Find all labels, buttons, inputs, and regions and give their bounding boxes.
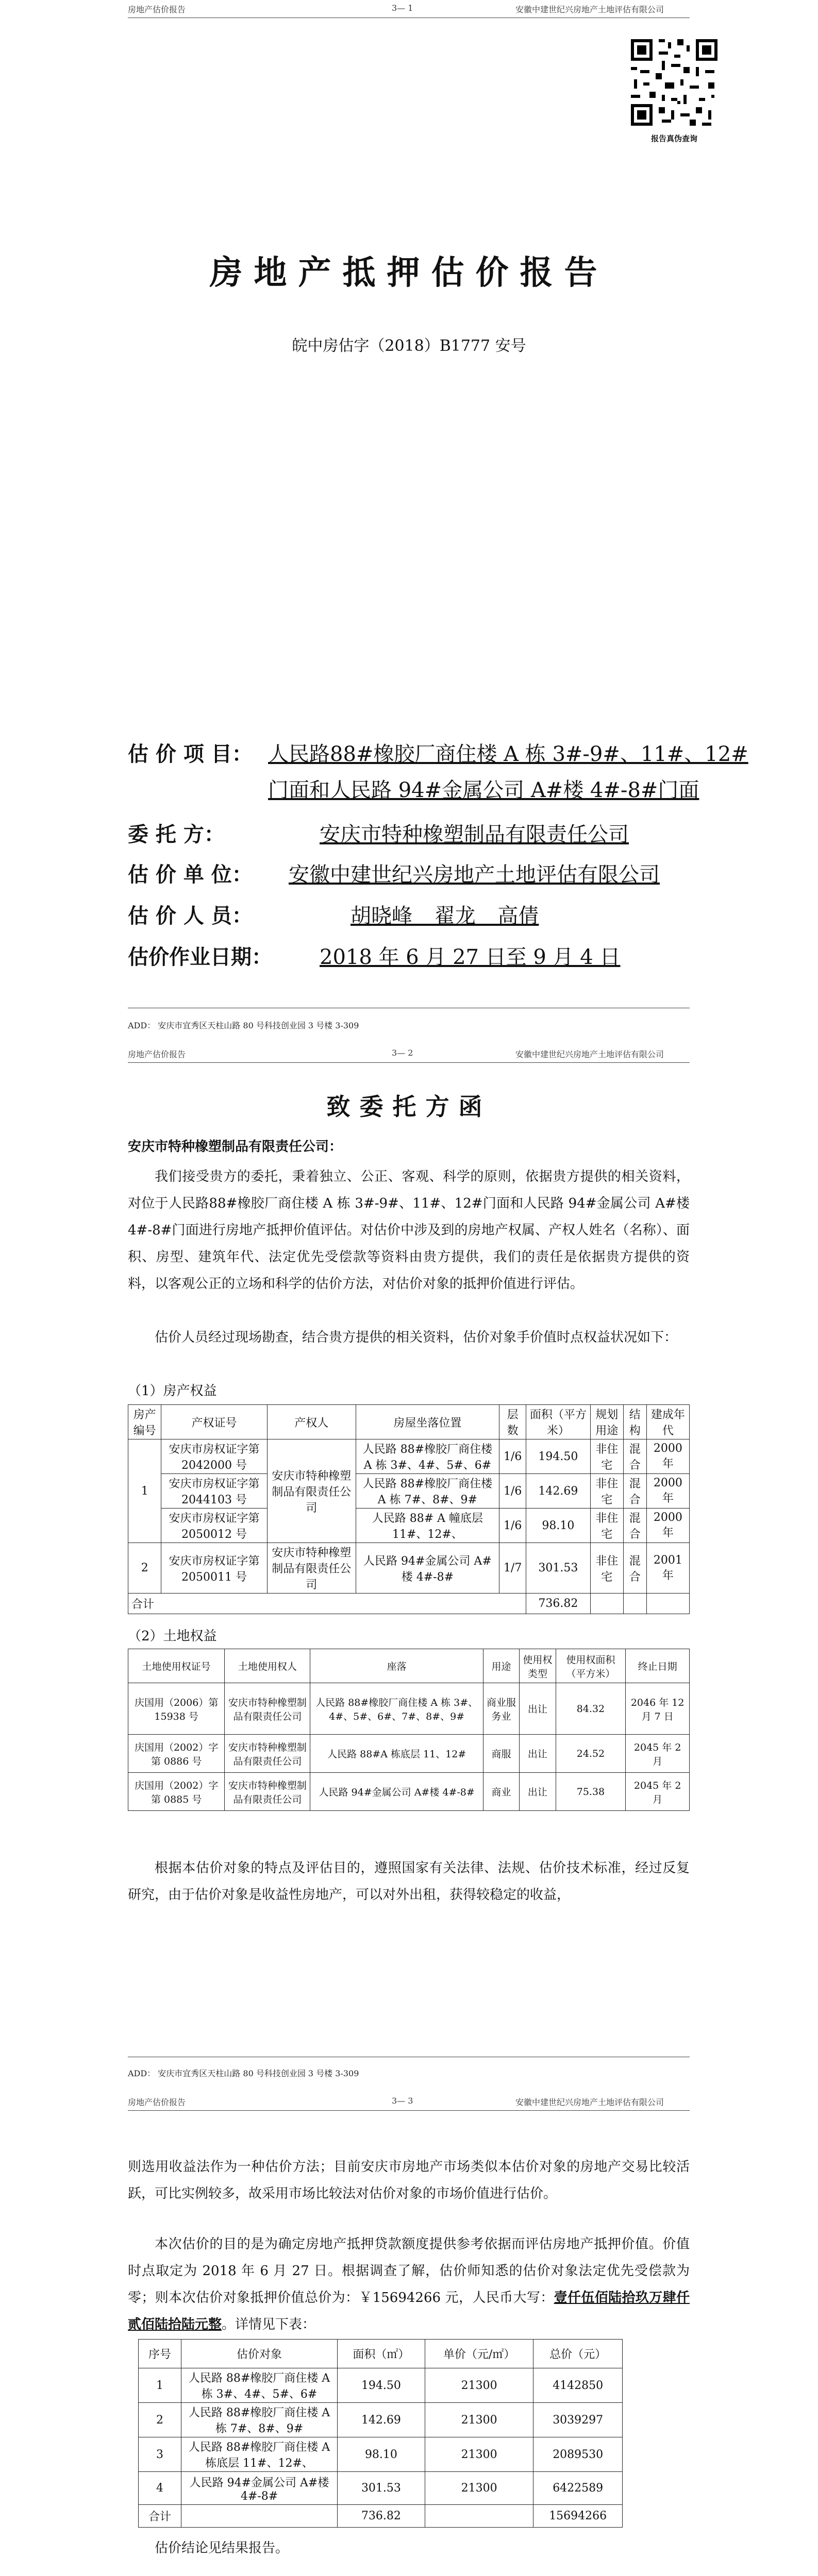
table-cell: 142.69 [526,1474,590,1509]
table-cell: 人民路 88#A 栋底层 11、12# [310,1735,483,1773]
table-total-row [128,1594,690,1614]
table-cell: 2000 年 [646,1474,689,1509]
col-header: 建成年代 [646,1405,689,1439]
col-header: 使用权类型 [520,1649,556,1683]
col-header: 面积（平方米） [526,1405,590,1439]
qr-caption: 报告真伪查询 [650,134,697,143]
header-rule [128,2110,690,2111]
report-number: 皖中房估字（2018）B1777 安号 [292,337,526,355]
table-cell: 194.50 [338,2368,425,2403]
table-cell: 2046 年 12 月 7 日 [626,1683,690,1735]
table-cell: 301.53 [338,2472,425,2505]
table-cell: 非住宅 [590,1474,623,1509]
section-land-rights: （2）土地权益 [128,1629,217,1644]
col-header: 房屋坐落位置 [356,1405,499,1439]
table-cell: 3039297 [533,2403,623,2437]
footer-address: ADD： 安庆市宜秀区天柱山路 80 号科技创业园 3 号楼 3-309 [128,1021,359,1030]
table-row [139,2437,623,2472]
col-header: 终止日期 [626,1649,690,1683]
footer-address: ADD： 安庆市宜秀区天柱山路 80 号科技创业园 3 号楼 3-309 [128,2069,359,2078]
property-rights-table [128,1404,690,1614]
table-row [139,2403,623,2437]
table-cell: 2 [139,2403,181,2437]
table-cell: 出让 [520,1683,556,1735]
header-left: 房地产估价报告 [128,1049,186,1059]
table-cell: 人民路 94#金属公司 A#楼 4#-8# [356,1543,499,1594]
table-cell: 21300 [425,2403,533,2437]
table-cell: 安庆市特种橡塑制品有限责任公司 [267,1543,356,1594]
valuation-table [138,2339,623,2528]
table-cell: 安庆市房权证字第 2044103 号 [161,1474,267,1509]
table-cell: 人民路 88#橡胶厂商住楼 A 栋底层 11#、12#、 [181,2437,338,2472]
work-date-value: 2018 年 6 月 27 日至 9 月 4 日 [320,945,621,969]
header-page-number: 3— 1 [392,3,413,13]
col-header: 用途 [483,1649,519,1683]
letter-paragraph-2: 估价人员经过现场勘查，结合贵方提供的相关资料，估价对象手价值时点权益状况如下： [155,1330,678,1345]
col-header: 产权证号 [161,1405,267,1439]
table-cell: 2045 年 2 月 [626,1773,690,1811]
letter-paragraph-1: 我们接受贵方的委托，秉着独立、公正、客观、科学的原则，依据贵方提供的相关资料，对位于人民路88#橡胶厂商住楼 A 栋 3#-9#、11#、12#门面和人民路 94#金属公司 A#楼 4#-8#门面进行房地产抵押价值评估。对估价中涉及到的房地产权属、产权人姓名（名称）、面积、房型、建筑年代、法定优先受偿款等资料由贵方提供，我们的责任是依据贵方提供的资料，以客观公正的立场和科学的估价方法，对估价对象的抵押价值进行评估。 [128,1169,690,1292]
table-cell: 安庆市房权证字第 2042000 号 [161,1439,267,1474]
table-cell: 人民路 88#橡胶厂商住楼 A 栋 3#、4#、5#、6#、7#、8#、9# [310,1683,483,1735]
table-cell: 75.38 [556,1773,626,1811]
header-right: 安徽中建世纪兴房地产土地评估有限公司 [515,5,664,14]
table-cell: 1/6 [499,1439,526,1474]
table-cell: 人民路 88#橡胶厂商住楼 A 栋 3#、4#、5#、6# [356,1439,499,1474]
col-header: 土地使用权人 [225,1649,310,1683]
header-rule [128,1062,690,1063]
client-label: 委 托 方： [128,822,225,846]
table-cell: 21300 [425,2368,533,2403]
table-cell: 安庆市房权证字第 2050012 号 [161,1509,267,1543]
header-right: 安徽中建世纪兴房地产土地评估有限公司 [515,1049,664,1059]
table-cell: 商服 [483,1735,519,1773]
table-cell: 人民路 88#橡胶厂商住楼 A 栋 3#、4#、5#、6# [181,2368,338,2403]
table-cell: 1 [128,1439,161,1543]
table-cell: 混合 [623,1439,646,1474]
table-cell: 142.69 [338,2403,425,2437]
table-cell: 庆国用（2002）字第 0885 号 [128,1773,225,1811]
table-cell: 混合 [623,1543,646,1594]
work-date-label: 估价作业日期： [128,945,272,969]
project-label: 估 价 项 目： [128,742,253,766]
valuation-amount-words: 壹仟伍佰陆拾玖万肆仟贰佰陆拾陆元整 [128,2290,690,2332]
header-left: 房地产估价报告 [128,2097,186,2107]
col-header: 座落 [310,1649,483,1683]
col-header: 结构 [623,1405,646,1439]
table-cell: 2000 年 [646,1509,689,1543]
valuation-text-tail: 。详情见下表： [222,2317,316,2332]
table-cell: 3 [139,2437,181,2472]
header-right: 安徽中建世纪兴房地产土地评估有限公司 [515,2097,664,2107]
table-cell: 非住宅 [590,1439,623,1474]
table-cell: 21300 [425,2437,533,2472]
table-cell: 人民路 88# A 幢底层 11#、12#、 [356,1509,499,1543]
table-cell: 98.10 [338,2437,425,2472]
col-header: 序号 [139,2340,181,2368]
letter-paragraph-3: 根据本估价对象的特点及评估目的，遵照国家有关法律、法规、估价技术标准，经过反复研究，由于估价对象是收益性房地产，可以对外出租，获得较稳定的收益， [128,1860,690,1903]
table-row [128,1439,690,1474]
table-cell: 21300 [425,2472,533,2505]
table-cell: 736.82 [338,2505,425,2528]
table-cell: 24.52 [556,1735,626,1773]
col-header: 土地使用权证号 [128,1649,225,1683]
col-header: 估价对象 [181,2340,338,2368]
table-cell: 194.50 [526,1439,590,1474]
table-cell: 安庆市特种橡塑制品有限责任公司 [225,1735,310,1773]
letter-title: 致委托方函 [326,1093,492,1121]
col-header: 层数 [499,1405,526,1439]
col-header: 产权人 [267,1405,356,1439]
col-header: 总价（元） [533,2340,623,2368]
letter-paragraph-6: 估价结论见结果报告。 [155,2540,289,2556]
table-cell: 2045 年 2 月 [626,1735,690,1773]
table-cell: 98.10 [526,1509,590,1543]
appraisers-label: 估 价 人 员： [128,904,253,928]
table-cell: 商业 [483,1773,519,1811]
letter-paragraph-5 [128,2231,690,2338]
header-page-number: 3— 2 [392,1048,413,1058]
table-cell: 安庆市特种橡塑制品有限责任公司 [225,1773,310,1811]
table-cell: 2000 年 [646,1439,689,1474]
table-cell: 15694266 [533,2505,623,2528]
table-cell: 人民路 88#橡胶厂商住楼 A 栋 7#、8#、9# [356,1474,499,1509]
table-cell: 出让 [520,1735,556,1773]
table-cell: 2 [128,1543,161,1594]
table-cell: 合计 [128,1594,526,1614]
table-cell: 1/6 [499,1474,526,1509]
table-cell: 非住宅 [590,1543,623,1594]
table-cell: 合计 [139,2505,181,2528]
table-cell: 庆国用（2002）字第 0886 号 [128,1735,225,1773]
col-header: 规划用途 [590,1405,623,1439]
table-cell: 商业服务业 [483,1683,519,1735]
table-cell: 84.32 [556,1683,626,1735]
table-total-row [139,2505,623,2528]
table-cell: 非住宅 [590,1509,623,1543]
table-cell: 混合 [623,1509,646,1543]
table-cell: 混合 [623,1474,646,1509]
table-cell: 4 [139,2472,181,2505]
table-cell: 2001 年 [646,1543,689,1594]
table-cell: 736.82 [526,1594,590,1614]
report-title: 房地产抵押估价报告 [209,253,609,292]
qr-code-icon [628,36,721,129]
table-cell: 301.53 [526,1543,590,1594]
table-cell: 1 [139,2368,181,2403]
table-cell: 4142850 [533,2368,623,2403]
project-value-line2: 门面和人民路 94#金属公司 A#楼 4#-8#门面 [268,778,699,802]
appraiser-org-value: 安徽中建世纪兴房地产土地评估有限公司 [289,863,660,887]
table-row [128,1543,690,1594]
table-cell: 1/6 [499,1509,526,1543]
letter-addressee: 安庆市特种橡塑制品有限责任公司： [128,1139,343,1155]
section-property-rights: （1）房产权益 [128,1383,217,1399]
table-row [128,1509,690,1543]
table-cell: 安庆市特种橡塑制品有限责任公司 [225,1683,310,1735]
header-page-number: 3— 3 [392,2096,413,2106]
appraisers-value: 胡晓峰 翟龙 高倩 [350,904,539,928]
table-cell: 安庆市房权证字第 2050011 号 [161,1543,267,1594]
table-cell: 庆国用（2006）第 15938 号 [128,1683,225,1735]
col-header: 使用权面积（平方米） [556,1649,626,1683]
project-value-line1: 人民路88#橡胶厂商住楼 A 栋 3#-9#、11#、12# [268,742,748,766]
valuation-text: 本次估价的目的是为确定房地产抵押贷款额度提供参考依据而评估房地产抵押价值。价值时点取定为 2018 年 6 月 27 日。根据调查了解，估价师知悉的估价对象法定优先受偿款为零；则本次估价对象抵押价值总价为：￥15694266 元，人民币大写： [128,2236,690,2306]
table-cell: 出让 [520,1773,556,1811]
land-rights-table [128,1649,690,1811]
table-cell: 2089530 [533,2437,623,2472]
table-row [128,1735,690,1773]
table-cell: 1/7 [499,1543,526,1594]
table-row [128,1683,690,1735]
table-cell: 6422589 [533,2472,623,2505]
client-value: 安庆市特种橡塑制品有限责任公司 [320,823,629,846]
header-left: 房地产估价报告 [128,5,186,14]
table-row [128,1474,690,1509]
qr-code [628,36,721,129]
letter-paragraph-4: 则选用收益法作为一种估价方法；目前安庆市房地产市场类似本估价对象的房地产交易比较活跃，可比实例较多，故采用市场比较法对估价对象的市场价值进行估价。 [128,2159,690,2201]
table-cell: 人民路 94#金属公司 A#楼 4#-8# [181,2472,338,2505]
col-header: 单价（元/㎡） [425,2340,533,2368]
table-cell: 安庆市特种橡塑制品有限责任公司 [267,1439,356,1543]
table-cell: 人民路 88#橡胶厂商住楼 A 栋 7#、8#、9# [181,2403,338,2437]
appraiser-org-label: 估 价 单 位： [128,862,253,887]
col-header: 房产编号 [128,1405,161,1439]
col-header: 面积（㎡） [338,2340,425,2368]
table-row [139,2368,623,2403]
table-row [128,1773,690,1811]
table-row [139,2472,623,2505]
table-cell: 人民路 94#金属公司 A#楼 4#-8# [310,1773,483,1811]
